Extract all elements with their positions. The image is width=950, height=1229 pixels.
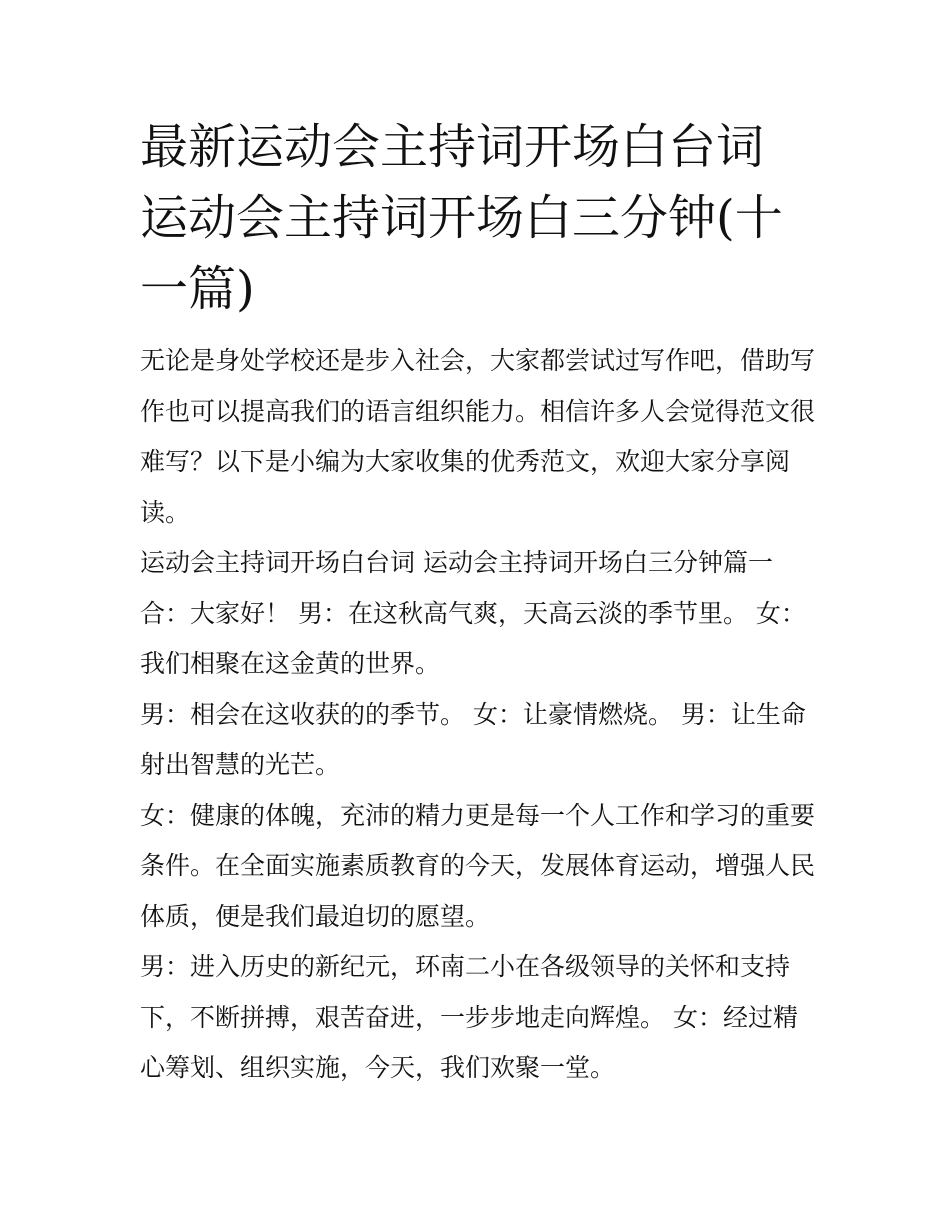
paragraph-dialogue: 男：进入历史的新纪元，环南二小在各级领导的关怀和支持下，不断拼搏，艰苦奋进，一步步地走向辉煌。 女：经过精心筹划、组织实施，今天，我们欢聚一堂。 <box>140 952 798 1082</box>
paragraph-dialogue: 合：大家好！ 男：在这秋高气爽，天高云淡的季节里。 女：我们相聚在这金黄的世界。 <box>140 598 806 678</box>
paragraph-dialogue: 男：相会在这收获的的季节。 女：让豪情燃烧。 男：让生命射出智慧的光芒。 <box>140 699 806 779</box>
paragraph-section-heading: 运动会主持词开场白台词 运动会主持词开场白三分钟篇一 <box>140 548 773 577</box>
document-title: 最新运动会主持词开场白台词 运动会主持词开场白三分钟(十一篇) <box>140 119 783 317</box>
paragraph-dialogue: 女：健康的体魄，充沛的精力更是每一个人工作和学习的重要条件。在全面实施素质教育的今天，发展体育运动，增强人民体质，便是我们最迫切的愿望。 <box>140 800 816 931</box>
paragraph-intro: 无论是身处学校还是步入社会，大家都尝试过写作吧，借助写作也可以提高我们的语言组织能力。相信许多人会觉得范文很难写？以下是小编为大家收集的优秀范文，欢迎大家分享阅读。 <box>140 346 816 527</box>
document-body <box>140 112 816 1094</box>
